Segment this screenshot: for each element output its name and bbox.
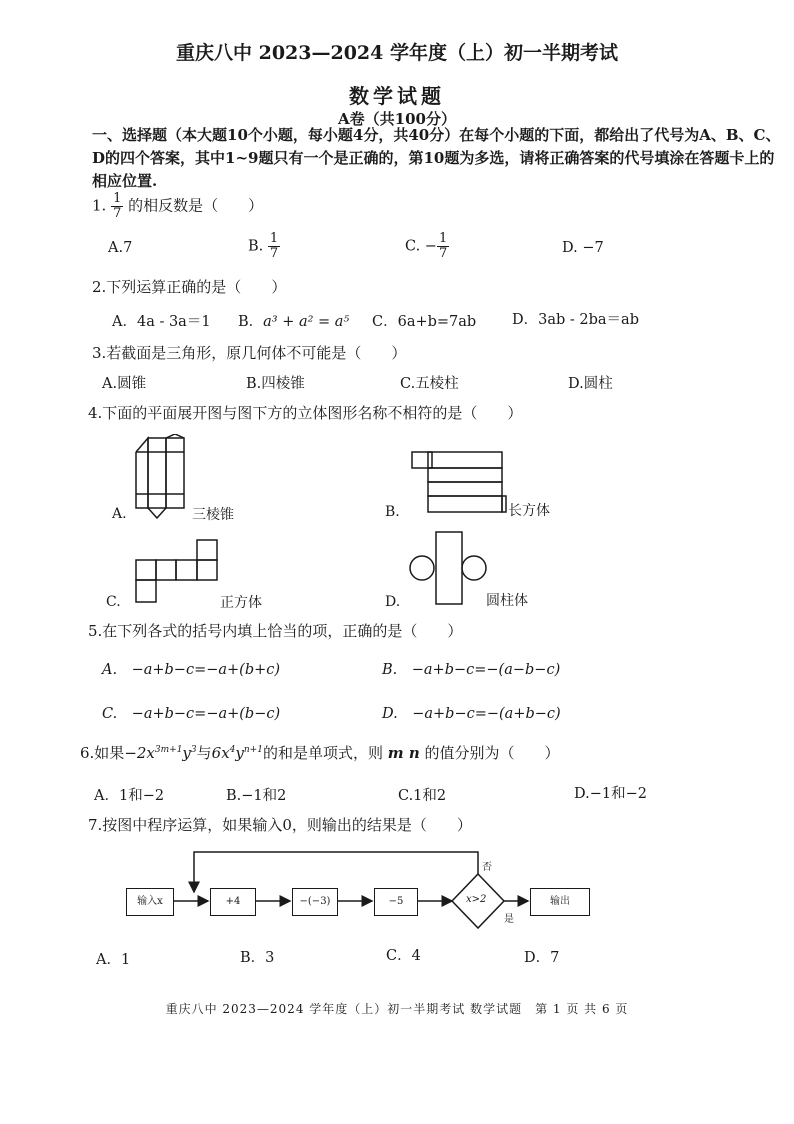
q4-b-name: 长方体 <box>508 503 550 519</box>
q2-option-d: D．3ab - 2ba＝ab <box>512 312 639 328</box>
q4-net-b <box>408 450 508 518</box>
question-6: 6.如果$-2x^{3m+1}y^3$与$6x^4y^{n+1}$的和是单项式，则 m n 的值分别为（ ） <box>80 744 560 762</box>
section-instructions: 一、选择题（本大题10个小题，每小题4分，共40分）在每个小题的下面，都给出了代号为A、B、C、D的四个答案，其中1~9题只有一个是正确的，第10题为多选，请将正确答案的代号填涂在答题卡上的相应位置. <box>92 126 781 190</box>
q1-option-c: C. − $\frac{1}{7}$ <box>405 231 448 261</box>
q5-option-a: A. −a+b−c=−a+(b+c) <box>102 662 281 678</box>
q3-option-d: D.圆柱 <box>568 376 613 392</box>
volume-heading: A卷（共100分） <box>338 110 456 128</box>
q7-option-a: A．1 <box>96 952 131 968</box>
q6-option-b: B.−1和2 <box>226 788 287 804</box>
question-7: 7.按图中程序运算，如果输入0，则输出的结果是（ ） <box>88 816 472 834</box>
q4-d-name: 圆柱体 <box>486 593 528 609</box>
q4-a-label: A. <box>112 506 127 522</box>
question-2: 2.下列运算正确的是（ ） <box>92 278 287 296</box>
q4-d-label: D. <box>385 594 401 610</box>
q1-option-b: B. $\frac{1}{7}$ <box>248 231 279 261</box>
q2-option-b: B．a³ + a² = a⁵ <box>238 314 350 330</box>
q7-option-c: C．4 <box>386 948 421 964</box>
q7-label-yes: 是 <box>504 914 514 925</box>
page-footer: 重庆八中 2023—2024 学年度（上）初一半期考试 数学试题 第 1 页 共 6 页 <box>165 1002 629 1016</box>
q3-option-c: C.五棱柱 <box>400 376 459 392</box>
q5-option-c: C. −a+b−c=−a+(b−c) <box>102 706 281 722</box>
q2-option-c: C．6a+b=7ab <box>372 314 477 330</box>
exam-title: 重庆八中 2023—2024 学年度（上）初一半期考试 <box>176 42 618 64</box>
q2-option-a: A．4a - 3a＝1 <box>112 314 211 330</box>
q3-option-a: A.圆锥 <box>102 376 147 392</box>
question-1 <box>92 192 263 221</box>
q4-net-c <box>132 536 222 608</box>
q4-a-name: 三棱锥 <box>192 507 234 523</box>
q7-condition-text: x>2 <box>466 894 487 905</box>
question-4: 4.下面的平面展开图与图下方的立体图形名称不相符的是（ ） <box>88 404 523 422</box>
q6-option-c: C.1和2 <box>398 788 447 804</box>
q7-minus-neg3-box: −(−3) <box>292 888 338 916</box>
q4-c-label: C. <box>106 594 121 610</box>
q4-net-d <box>408 528 488 608</box>
q1-option-d: D. −7 <box>562 240 604 256</box>
q7-flowchart <box>120 846 590 932</box>
q7-input-box: 输入x <box>126 888 174 916</box>
q1-stem: 的相反数是（ ） <box>128 196 264 215</box>
q3-option-b: B.四棱锥 <box>246 376 305 392</box>
q4-c-name: 正方体 <box>220 595 262 611</box>
q1-number: 1. <box>92 196 107 215</box>
question-5: 5.在下列各式的括号内填上恰当的项，正确的是（ ） <box>88 622 463 640</box>
q7-output-box: 输出 <box>530 888 590 916</box>
q7-add4-box: +4 <box>210 888 256 916</box>
q5-option-d: D. −a+b−c=−(a+b−c) <box>382 706 561 722</box>
q1-option-a: A.7 <box>108 240 133 256</box>
q7-label-no: 否 <box>482 862 492 873</box>
exam-subtitle: 数学试题 <box>349 84 445 108</box>
q7-option-d: D．7 <box>524 950 560 966</box>
q1-fraction: $\frac{1}{7}$ <box>113 191 122 221</box>
question-3: 3.若截面是三角形，原几何体不可能是（ ） <box>92 344 407 362</box>
q4-net-a <box>130 434 190 520</box>
q7-option-b: B．3 <box>240 950 275 966</box>
q6-option-a: A．1和−2 <box>94 788 165 804</box>
q4-b-label: B. <box>385 504 400 520</box>
q7-minus5-box: −5 <box>374 888 418 916</box>
q6-option-d: D.−1和−2 <box>574 786 647 802</box>
q5-option-b: B. −a+b−c=−(a−b−c) <box>382 662 561 678</box>
